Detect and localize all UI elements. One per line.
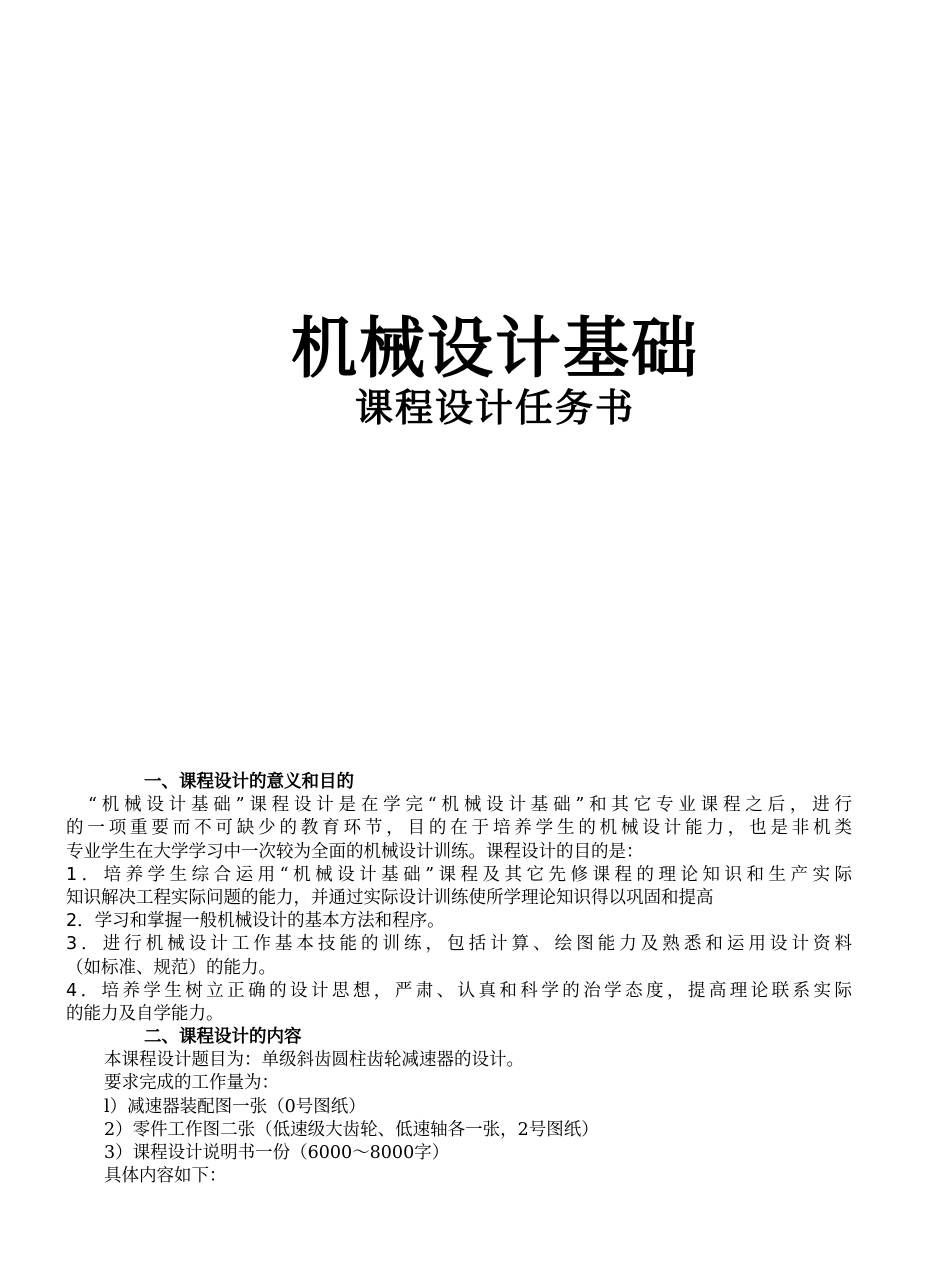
content-line: l）减速器装配图一张（0号图纸）: [104, 1096, 366, 1117]
list-item-text: 培养学生综合运用“机械设计基础”课程及其它先修课程的理论知识和生产实际: [103, 864, 852, 885]
paragraph-line: 的一项重要而不可缺少的教育环节，目的在于培养学生的机械设计能力，也是非机类: [66, 818, 852, 839]
content-line: 本课程设计题目为：单级斜齿圆柱齿轮减速器的设计。: [104, 1050, 524, 1071]
content-line: 具体内容如下：: [104, 1166, 227, 1187]
content-line: 要求完成的工作量为：: [104, 1073, 279, 1094]
list-item-text: 进行机械设计工作基本技能的训练，包括计算、绘图能力及熟悉和运用设计资料: [102, 934, 852, 955]
list-number: 3．: [66, 934, 103, 955]
list-item: [66, 910, 852, 933]
list-item-continuation: 知识解决工程实际问题的能力，并通过实际设计训练使所学理论知识得以巩固和提高: [66, 887, 714, 908]
document-subtitle: 课程设计任务书: [354, 385, 635, 430]
document-body: [66, 771, 852, 1188]
list-item-continuation: （如标准、规范）的能力。: [66, 957, 276, 978]
list-item: [66, 864, 852, 887]
list-number: 1．: [66, 864, 104, 885]
section-heading: 一、课程设计的意义和目的: [144, 772, 354, 792]
paragraph-line: “机械设计基础”课程设计是在学完“机械设计基础”和其它专业课程之后，进行: [88, 795, 852, 816]
list-item: [66, 933, 852, 956]
list-number: 4．: [66, 980, 102, 1001]
paragraph-line: 专业学生在大学学习中一次较为全面的机械设计训练。课程设计的目的是：: [66, 841, 644, 862]
content-line: 2）零件工作图二张（低速级大齿轮、低速轴各一张，2号图纸）: [104, 1119, 599, 1140]
section-heading: 二、课程设计的内容: [144, 1027, 302, 1048]
list-item-text: 学习和掌握一般机械设计的基本方法和程序。: [94, 911, 445, 932]
list-item: [66, 980, 852, 1003]
list-item-continuation: 的能力及自学能力。: [66, 1003, 224, 1024]
content-line: 3）课程设计说明书一份（6000～8000字）: [104, 1143, 450, 1163]
list-number: 2．: [66, 911, 95, 932]
document-title: 机械设计基础: [291, 309, 699, 387]
list-item-text: 培养学生树立正确的设计思想，严肃、认真和科学的治学态度，提高理论联系实际: [101, 980, 852, 1001]
